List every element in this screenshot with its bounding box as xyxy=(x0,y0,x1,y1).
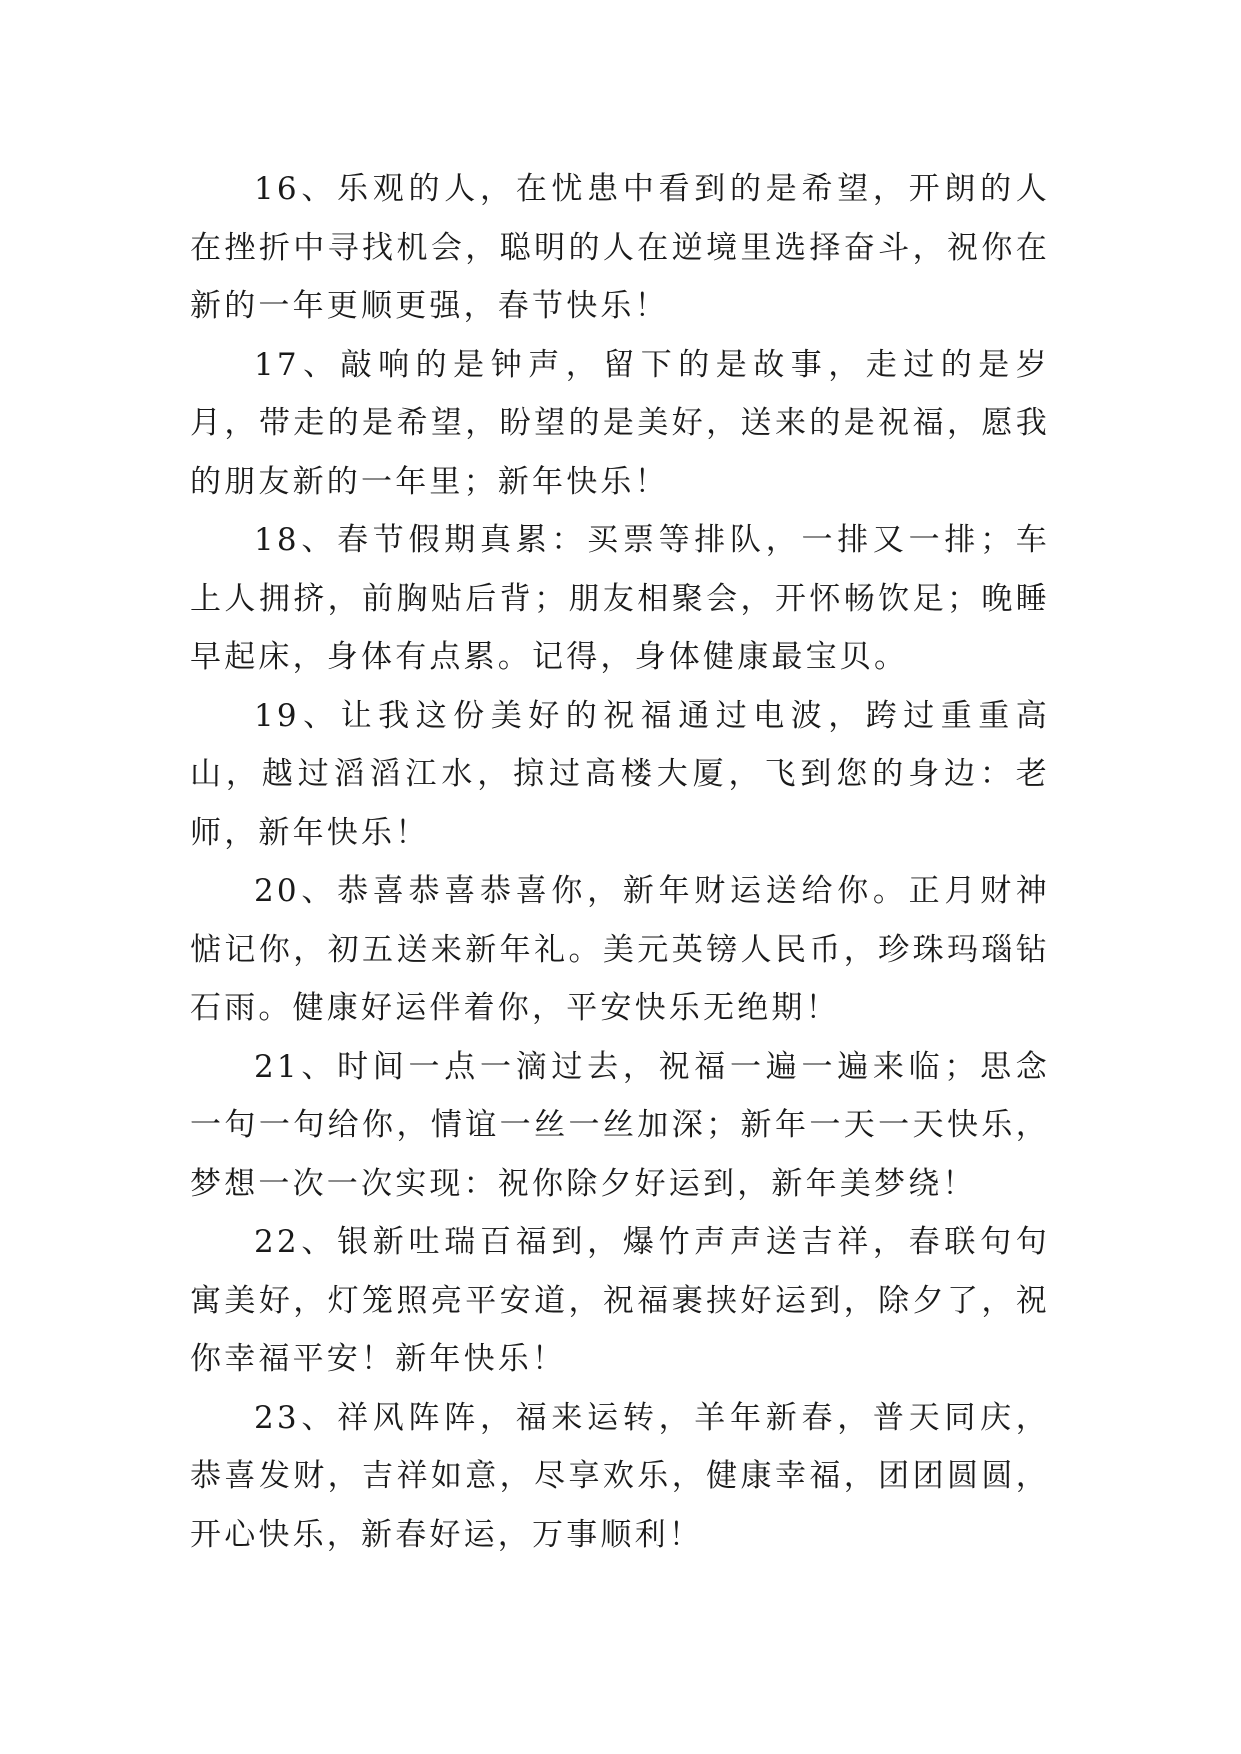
paragraph-18: 18、春节假期真累：买票等排队，一排又一排；车上人拥挤，前胸贴后背；朋友相聚会，开怀畅饮足；晚睡早起床，身体有点累。记得，身体健康最宝贝。 xyxy=(190,522,1050,675)
paragraph-22: 22、银新吐瑞百福到，爆竹声声送吉祥，春联句句寓美好，灯笼照亮平安道，祝福裹挟好运到，除夕了，祝你幸福平安！新年快乐！ xyxy=(190,1224,1050,1377)
document-body xyxy=(190,160,1050,1564)
paragraph-23: 23、祥风阵阵，福来运转，羊年新春，普天同庆，恭喜发财，吉祥如意，尽享欢乐，健康幸福，团团圆圆，开心快乐，新春好运，万事顺利！ xyxy=(190,1399,1050,1553)
paragraph-17: 17、敲响的是钟声，留下的是故事，走过的是岁月，带走的是希望，盼望的是美好，送来的是祝福，愿我的朋友新的一年里；新年快乐！ xyxy=(190,346,1050,500)
paragraph-16: 16、乐观的人，在忧患中看到的是希望，开朗的人在挫折中寻找机会，聪明的人在逆境里选择奋斗，祝你在新的一年更顺更强，春节快乐！ xyxy=(190,171,1050,324)
paragraph-21: 21、时间一点一滴过去，祝福一遍一遍来临；思念一句一句给你，情谊一丝一丝加深；新年一天一天快乐，梦想一次一次实现：祝你除夕好运到，新年美梦绕！ xyxy=(190,1048,1050,1202)
paragraph-19: 19、让我这份美好的祝福通过电波，跨过重重高山，越过滔滔江水，掠过高楼大厦，飞到您的身边：老师，新年快乐！ xyxy=(190,697,1050,851)
paragraph-20: 20、恭喜恭喜恭喜你，新年财运送给你。正月财神惦记你，初五送来新年礼。美元英镑人民币，珍珠玛瑙钻石雨。健康好运伴着你，平安快乐无绝期！ xyxy=(190,873,1050,1026)
